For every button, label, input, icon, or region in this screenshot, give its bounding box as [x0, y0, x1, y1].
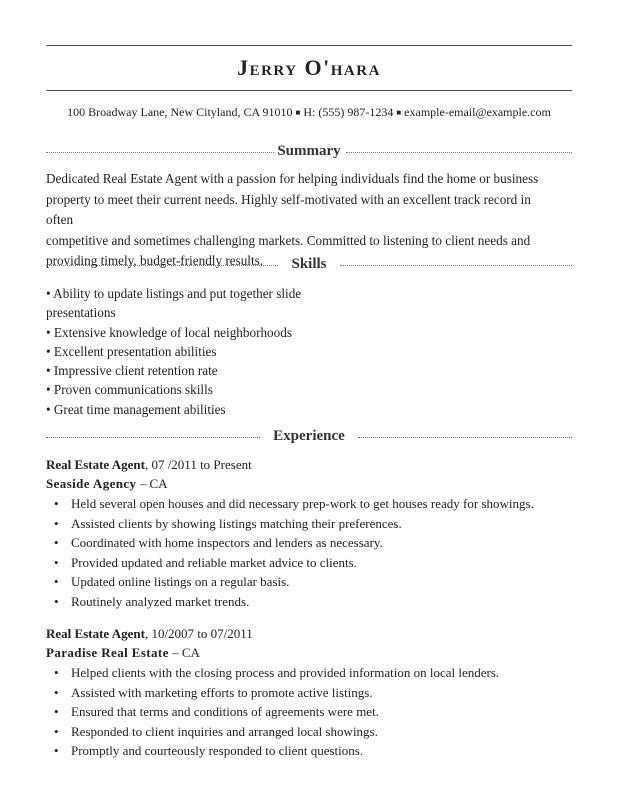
skill-item: • Proven communications skills: [46, 382, 213, 398]
contact-separator: ■: [295, 108, 301, 117]
contact-separator: ■: [396, 108, 402, 117]
skills-heading: Skills: [291, 256, 327, 272]
job-title-line: [46, 457, 252, 473]
bullet-icon: •: [54, 554, 59, 570]
experience-section-header: [46, 428, 572, 448]
bullet-icon: •: [54, 704, 59, 719]
header-bottom-rule: [46, 90, 572, 91]
experience-heading: Experience: [273, 428, 345, 444]
summary-line: Dedicated Real Estate Agent with a passion for helping individuals find the home or business: [46, 171, 539, 186]
bullet-text: Held several open houses and did necessary prep-work to get houses ready for showings.: [71, 496, 534, 511]
company-name: Paradise Real Estate: [46, 645, 169, 660]
job-dates: , 10/2007 to 07/2011: [144, 626, 253, 641]
bullet-icon: •: [54, 665, 59, 680]
bullet-icon: •: [54, 593, 59, 609]
job-bullet: [54, 514, 574, 534]
summary-heading: Summary: [277, 143, 341, 159]
bullet-text: Helped clients with the closing process and provided information on local lenders.: [71, 665, 500, 680]
skills-section-header: [46, 256, 572, 276]
skill-item: • Impressive client retention rate: [46, 363, 218, 379]
skill-item: • Excellent presentation abilities: [46, 343, 217, 359]
job-bullet: [54, 572, 574, 592]
contact-address: 100 Broadway Lane, New Cityland, CA 91010: [67, 105, 293, 119]
job-bullet: [54, 741, 574, 761]
job-dates: , 07 /2011 to Present: [144, 457, 252, 472]
bullet-icon: •: [54, 723, 59, 739]
company-location: – CA: [136, 476, 168, 491]
contact-line: [0, 105, 618, 120]
skill-item: presentations: [46, 305, 116, 321]
summary-line: competitive and sometimes challenging markets. Committed to listening to client needs and: [46, 232, 531, 248]
section-divider: [340, 265, 572, 266]
skill-item: • Extensive knowledge of local neighborhoods: [46, 324, 292, 340]
bullet-icon: •: [54, 535, 59, 550]
bullet-text: Routinely analyzed market trends.: [71, 593, 250, 609]
skill-item: • Great time management abilities: [46, 401, 226, 417]
job-bullet: [54, 683, 574, 703]
bullet-icon: •: [54, 515, 59, 531]
summary-line: property to meet their current needs. Highly self-motivated with an excellent track record in often: [46, 191, 531, 227]
bullet-icon: •: [54, 574, 59, 589]
company-location: – CA: [168, 645, 200, 660]
company-line: [46, 645, 200, 661]
summary-line: providing timely, budget-friendly results.: [46, 253, 264, 268]
bullet-icon: •: [54, 684, 59, 700]
bullet-text: Responded to client inquiries and arranged local showings.: [71, 723, 378, 739]
section-divider: [358, 437, 572, 438]
bullet-text: Promptly and courteously responded to client questions.: [71, 743, 364, 758]
job-title: Real Estate Agent: [46, 626, 145, 641]
header-top-rule: [46, 45, 572, 46]
job-bullet: [54, 533, 574, 553]
bullet-text: Ensured that terms and conditions of agreements were met.: [71, 704, 379, 719]
bullet-icon: •: [54, 743, 59, 758]
candidate-name: Jerry O'hara: [237, 55, 381, 80]
job-bullets: [54, 663, 574, 761]
bullet-text: Updated online listings on a regular basis.: [71, 574, 290, 589]
company-line: [46, 476, 168, 492]
bullet-icon: •: [54, 496, 59, 511]
job-bullet: [54, 663, 574, 683]
job-bullets: [54, 494, 574, 611]
job-bullet: [54, 494, 574, 514]
job-bullet: [54, 702, 574, 722]
job-title: Real Estate Agent: [46, 457, 145, 472]
summary-section-header: [46, 143, 572, 163]
bullet-text: Provided updated and reliable market advice to clients.: [71, 554, 357, 570]
job-title-line: [46, 626, 253, 642]
bullet-text: Coordinated with home inspectors and lenders as necessary.: [71, 535, 383, 550]
job-bullet: [54, 722, 574, 742]
contact-phone: H: (555) 987-1234: [303, 105, 394, 119]
job-bullet: [54, 553, 574, 573]
section-divider: [346, 152, 572, 153]
job-bullet: [54, 592, 574, 612]
skill-item: • Ability to update listings and put together slide: [46, 286, 302, 301]
bullet-text: Assisted clients by showing listings matching their preferences.: [71, 515, 402, 531]
skills-list: [46, 284, 326, 419]
company-name: Seaside Agency: [46, 476, 137, 491]
bullet-text: Assisted with marketing efforts to promote active listings.: [71, 684, 373, 700]
contact-email: example-email@example.com: [404, 105, 551, 119]
